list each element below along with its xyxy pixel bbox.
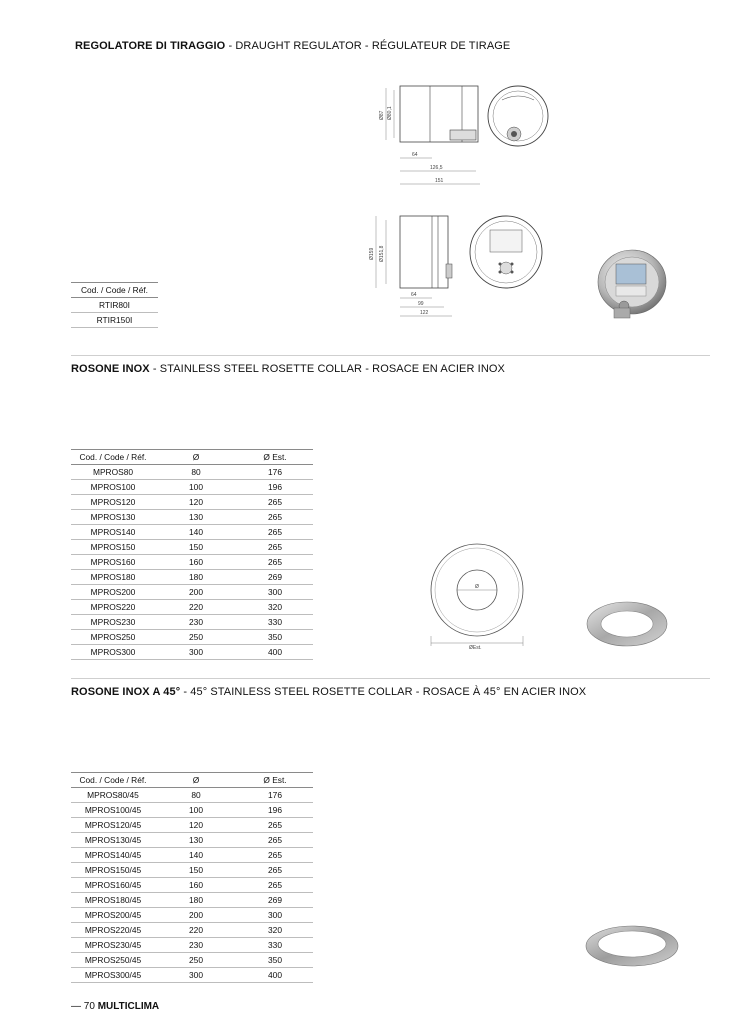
- table-row: [71, 480, 313, 495]
- table-header-code: Cod. / Code / Réf.: [71, 773, 155, 788]
- cell-outer-diameter: 265: [237, 863, 313, 878]
- cell-diameter: 250: [155, 953, 237, 968]
- rosette-photo: [582, 598, 672, 654]
- table-row: [71, 555, 313, 570]
- cell-code: MPROS80: [71, 465, 155, 480]
- cell-diameter: 230: [155, 938, 237, 953]
- cell-diameter: 220: [155, 600, 237, 615]
- cell-code: MPROS150/45: [71, 863, 155, 878]
- cell-outer-diameter: 265: [237, 878, 313, 893]
- page-footer: [71, 1001, 159, 1012]
- table-row: [71, 525, 313, 540]
- table-row: [71, 878, 313, 893]
- table-row: [71, 495, 313, 510]
- cell-outer-diameter: 300: [237, 585, 313, 600]
- cell-code: MPROS160: [71, 555, 155, 570]
- cell-code: MPROS200: [71, 585, 155, 600]
- cell-code: MPROS180: [71, 570, 155, 585]
- cell-code: MPROS150: [71, 540, 155, 555]
- draught-regulator-150-drawing: [360, 208, 560, 320]
- cell-code: MPROS100: [71, 480, 155, 495]
- cell-diameter: 130: [155, 833, 237, 848]
- cell-outer-diameter: 265: [237, 848, 313, 863]
- cell-code: MPROS140/45: [71, 848, 155, 863]
- dim-l1: 64: [411, 292, 417, 298]
- cell-outer-diameter: 176: [237, 465, 313, 480]
- cell-code: MPROS230/45: [71, 938, 155, 953]
- cell-diameter: 300: [155, 645, 237, 660]
- table-header-outer-diameter: Ø Est.: [237, 450, 313, 465]
- dim-d1: Ø87: [379, 110, 385, 120]
- cell-outer-diameter: 330: [237, 938, 313, 953]
- dim-l3: 151: [435, 178, 444, 184]
- cell-diameter: 300: [155, 968, 237, 983]
- table-row: [71, 570, 313, 585]
- dim-outer-diameter: ØEst.: [469, 645, 482, 651]
- table-row: [71, 803, 313, 818]
- rosette-table: [71, 449, 313, 660]
- table-row: [71, 510, 313, 525]
- table-row: [71, 600, 313, 615]
- cell-code: MPROS130/45: [71, 833, 155, 848]
- table-row: [71, 645, 313, 660]
- cell-outer-diameter: 265: [237, 833, 313, 848]
- table-row: [71, 833, 313, 848]
- dim-inner-diameter: Ø: [475, 584, 479, 590]
- cell-code: MPROS300: [71, 645, 155, 660]
- table-header-diameter: Ø: [155, 450, 237, 465]
- table-row: [71, 863, 313, 878]
- table-row: [71, 615, 313, 630]
- cell-diameter: 120: [155, 818, 237, 833]
- cell-diameter: 80: [155, 465, 237, 480]
- page-number: — 70: [71, 1001, 95, 1012]
- cell-diameter: 180: [155, 893, 237, 908]
- cell-outer-diameter: 269: [237, 893, 313, 908]
- cell-code: MPROS160/45: [71, 878, 155, 893]
- table-row: [71, 540, 313, 555]
- cell-diameter: 250: [155, 630, 237, 645]
- table-row: [71, 818, 313, 833]
- cell-code: MPROS200/45: [71, 908, 155, 923]
- draught-regulator-photo: [592, 246, 672, 324]
- cell-outer-diameter: 265: [237, 525, 313, 540]
- section-title-rosette: ROSONE INOX - STAINLESS STEEL ROSETTE COLLAR - ROSACE EN ACIER INOX: [71, 363, 505, 375]
- cell-diameter: 160: [155, 878, 237, 893]
- cell-code: MPROS80/45: [71, 788, 155, 803]
- dim-d2: Ø151,8: [379, 245, 385, 262]
- section-title-draught-regulator: REGOLATORE DI TIRAGGIO - DRAUGHT REGULATOR - RÉGULATEUR DE TIRAGE: [75, 40, 511, 52]
- dim-l3: 122: [420, 310, 429, 316]
- cell-diameter: 130: [155, 510, 237, 525]
- table-header-code: Cod. / Code / Réf.: [71, 283, 158, 298]
- table-row: [71, 923, 313, 938]
- cell-code: MPROS180/45: [71, 893, 155, 908]
- cell-outer-diameter: 400: [237, 645, 313, 660]
- cell-diameter: 200: [155, 585, 237, 600]
- cell-diameter: 100: [155, 803, 237, 818]
- dim-d1: Ø159: [369, 247, 375, 260]
- table-row: [71, 968, 313, 983]
- cell-code: MPROS120/45: [71, 818, 155, 833]
- cell-outer-diameter: 265: [237, 540, 313, 555]
- table-header-diameter: Ø: [155, 773, 237, 788]
- cell-code: MPROS220: [71, 600, 155, 615]
- cell-diameter: 120: [155, 495, 237, 510]
- cell-code: MPROS220/45: [71, 923, 155, 938]
- brand-name: MULTICLIMA: [97, 1001, 160, 1012]
- cell-diameter: 140: [155, 848, 237, 863]
- cell-outer-diameter: 176: [237, 788, 313, 803]
- cell-diameter: 230: [155, 615, 237, 630]
- cell-outer-diameter: 320: [237, 923, 313, 938]
- cell-code: MPROS230: [71, 615, 155, 630]
- divider: [71, 678, 710, 679]
- cell-diameter: 180: [155, 570, 237, 585]
- table-row: [71, 630, 313, 645]
- cell-outer-diameter: 265: [237, 510, 313, 525]
- table-row: [71, 893, 313, 908]
- cell-code: MPROS140: [71, 525, 155, 540]
- cell-code: MPROS100/45: [71, 803, 155, 818]
- cell-diameter: 80: [155, 788, 237, 803]
- table-row: [71, 953, 313, 968]
- cell-diameter: 160: [155, 555, 237, 570]
- cell-code: MPROS120: [71, 495, 155, 510]
- cell-outer-diameter: 265: [237, 818, 313, 833]
- cell-diameter: 200: [155, 908, 237, 923]
- cell-code: MPROS300/45: [71, 968, 155, 983]
- cell-outer-diameter: 196: [237, 803, 313, 818]
- cell-code: MPROS250/45: [71, 953, 155, 968]
- table-row: [71, 938, 313, 953]
- cell-outer-diameter: 330: [237, 615, 313, 630]
- table-row: RTIR150I: [71, 313, 158, 328]
- cell-code: MPROS130: [71, 510, 155, 525]
- table-header-code: Cod. / Code / Réf.: [71, 450, 155, 465]
- table-row: [71, 465, 313, 480]
- table-row: [71, 908, 313, 923]
- draught-regulator-table: [71, 282, 158, 328]
- table-row: [71, 788, 313, 803]
- cell-diameter: 140: [155, 525, 237, 540]
- cell-outer-diameter: 269: [237, 570, 313, 585]
- rosette-drawing: [425, 540, 535, 652]
- cell-diameter: 150: [155, 540, 237, 555]
- table-row: [71, 585, 313, 600]
- cell-diameter: 150: [155, 863, 237, 878]
- cell-outer-diameter: 300: [237, 908, 313, 923]
- dim-l2: 126,5: [430, 165, 443, 171]
- dim-l1: 64: [412, 152, 418, 158]
- cell-outer-diameter: 350: [237, 630, 313, 645]
- cell-diameter: 220: [155, 923, 237, 938]
- divider: [71, 355, 710, 356]
- cell-outer-diameter: 400: [237, 968, 313, 983]
- rosette-45-photo: [582, 922, 682, 972]
- cell-outer-diameter: 265: [237, 555, 313, 570]
- draught-regulator-80-drawing: [350, 78, 550, 190]
- cell-diameter: 100: [155, 480, 237, 495]
- table-row: RTIR80I: [71, 298, 158, 313]
- rosette-45-table: [71, 772, 313, 983]
- table-header-outer-diameter: Ø Est.: [237, 773, 313, 788]
- table-row: [71, 848, 313, 863]
- dim-l2: 99: [418, 301, 424, 307]
- dim-d2: Ø80,1: [387, 106, 393, 120]
- cell-outer-diameter: 196: [237, 480, 313, 495]
- cell-outer-diameter: 265: [237, 495, 313, 510]
- cell-outer-diameter: 320: [237, 600, 313, 615]
- section-title-rosette-45: ROSONE INOX A 45° - 45° STAINLESS STEEL ROSETTE COLLAR - ROSACE À 45° EN ACIER INOX: [71, 686, 587, 698]
- cell-code: MPROS250: [71, 630, 155, 645]
- cell-outer-diameter: 350: [237, 953, 313, 968]
